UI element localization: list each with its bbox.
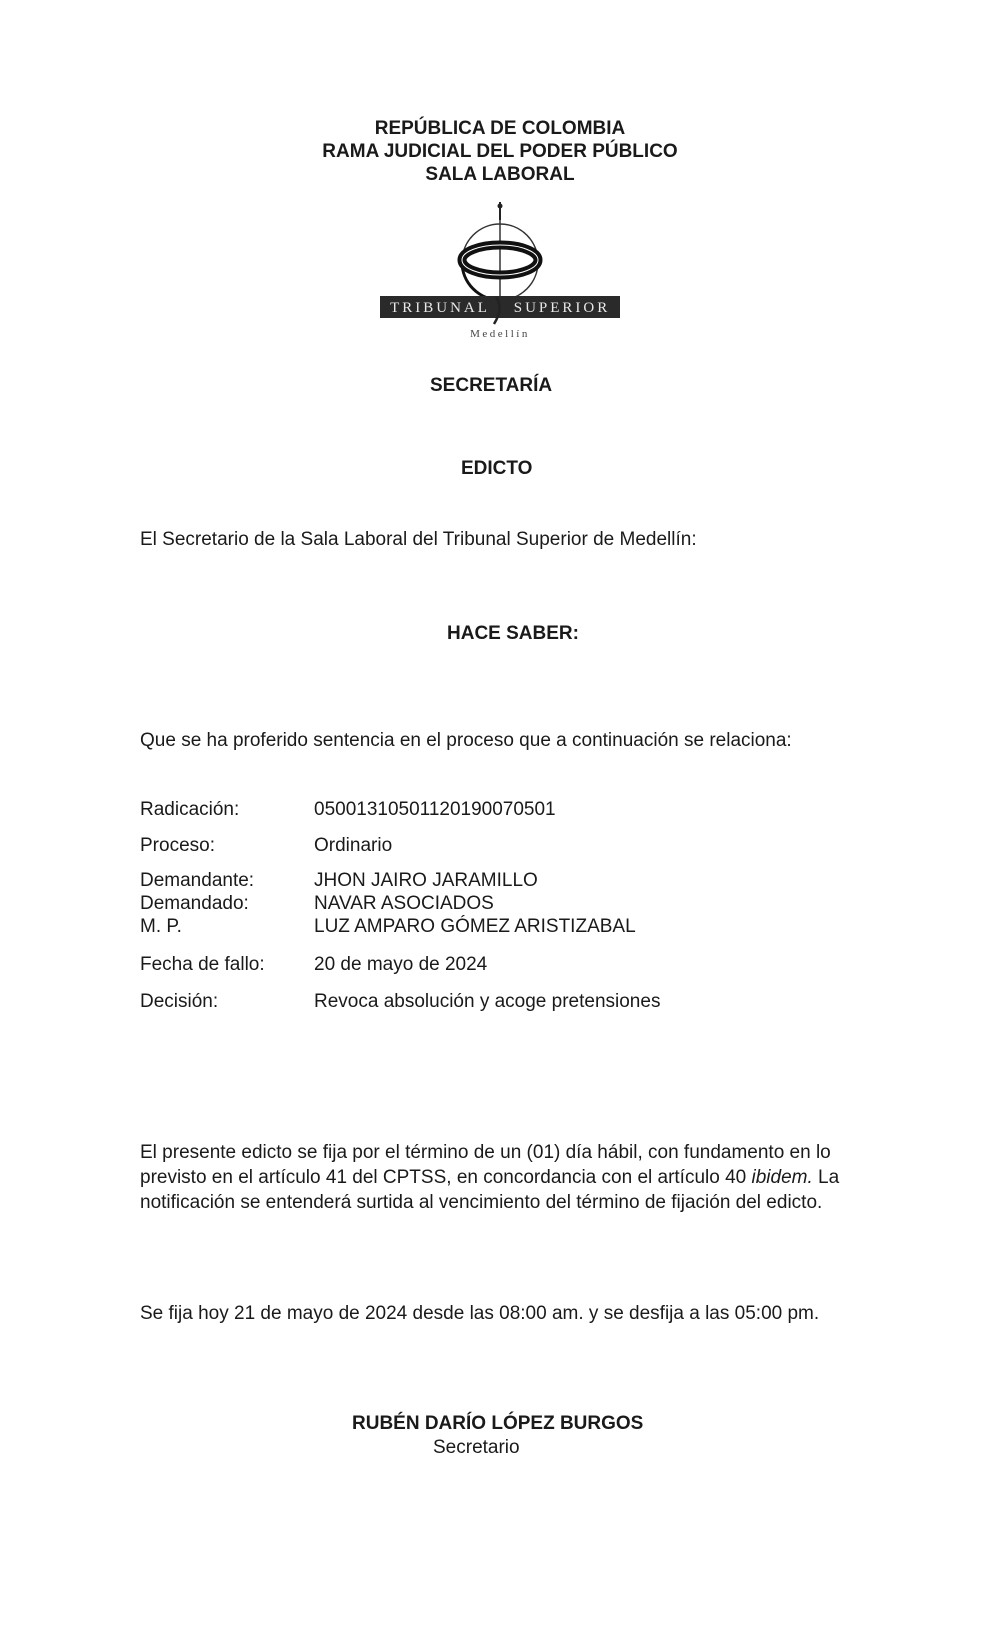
detail-label: Decisión: xyxy=(140,991,219,1012)
detail-value-decision: Revoca absolución y acoge pretensiones xyxy=(314,991,661,1012)
fixing-text: Se fija hoy 21 de mayo de 2024 desde las 08:00 am. y se desfija a las 05:00 pm. xyxy=(140,1303,820,1324)
logo-city: Medellín xyxy=(470,328,530,340)
detail-value-demandado: NAVAR ASOCIADOS xyxy=(314,893,494,914)
detail-label: Radicación: xyxy=(140,799,240,820)
detail-label: Fecha de fallo: xyxy=(140,954,265,975)
header-country: REPÚBLICA DE COLOMBIA xyxy=(374,118,626,139)
logo-text-right: SUPERIOR xyxy=(513,300,611,316)
header-branch: RAMA JUDICIAL DEL PODER PÚBLICO xyxy=(322,141,678,162)
notice-italic: ibidem. xyxy=(751,1167,813,1188)
document-header xyxy=(0,117,1000,186)
detail-value-radicacion: 05001310501120190070501 xyxy=(314,799,556,820)
intro-text: El Secretario de la Sala Laboral del Tribunal Superior de Medellín: xyxy=(140,529,697,550)
lead-text: Que se ha proferido sentencia en el proceso que a continuación se relaciona: xyxy=(140,730,792,751)
notice-paragraph xyxy=(140,1140,870,1215)
detail-label: Demandado: xyxy=(140,893,249,914)
tribunal-superior-logo xyxy=(380,200,620,345)
detail-label: Proceso: xyxy=(140,835,215,856)
signer-name: RUBÉN DARÍO LÓPEZ BURGOS xyxy=(352,1413,644,1434)
notice-text-2: La notificación se entenderá surtida al vencimiento del término de fijación del edicto. xyxy=(140,1167,840,1213)
detail-label: M. P. xyxy=(140,916,182,937)
detail-value-demandante: JHON JAIRO JARAMILLO xyxy=(314,870,538,891)
notice-text-1: El presente edicto se fija por el término de un (01) día hábil, con fundamento en lo previsto en el artículo 41 del CPTSS, en concordancia con el artículo 40 xyxy=(140,1142,831,1188)
detail-value-proceso: Ordinario xyxy=(314,835,393,856)
office-title: SECRETARÍA xyxy=(430,375,553,396)
detail-value-fecha: 20 de mayo de 2024 xyxy=(314,954,488,975)
detail-label: Demandante: xyxy=(140,870,255,891)
document-type-title: EDICTO xyxy=(461,458,533,479)
detail-value-magistrado: LUZ AMPARO GÓMEZ ARISTIZABAL xyxy=(314,916,636,937)
signer-role: Secretario xyxy=(433,1437,520,1458)
hace-saber-heading: HACE SABER: xyxy=(447,623,579,644)
header-chamber: SALA LABORAL xyxy=(425,164,575,185)
tribunal-logo-icon xyxy=(380,200,620,345)
logo-text-left: TRIBUNAL xyxy=(390,300,490,316)
